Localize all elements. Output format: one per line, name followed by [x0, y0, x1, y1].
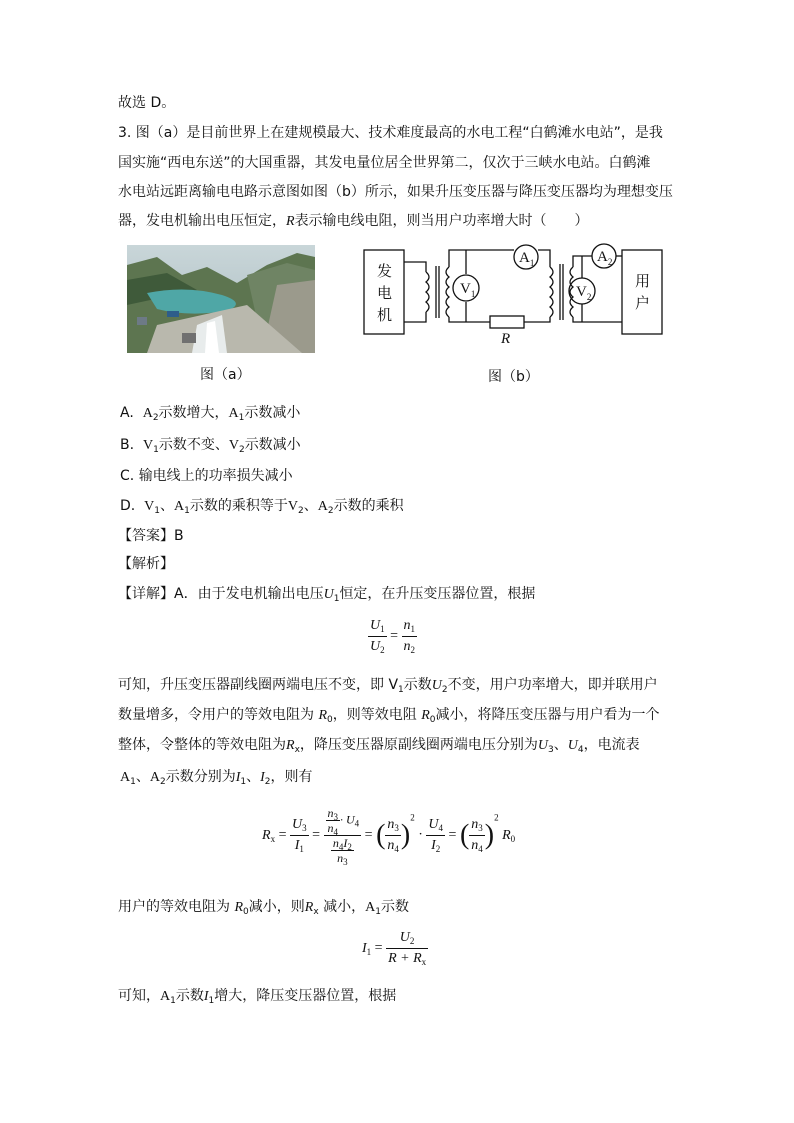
option-a: A. $A_2$示数增大，$A_1$示数减小 — [120, 405, 301, 423]
option-b: B. $V_1$示数不变、$V_2$示数减小 — [120, 437, 301, 455]
para4-line: 可知，$A_1$示数$I_1$增大，降压变压器位置，根据 — [118, 988, 397, 1006]
circuit-diagram — [360, 242, 670, 350]
user-char-2: 户 — [635, 294, 651, 312]
para3-line: 用户的等效电阻为 $R_0$减小，则$R_x$ 减小，$A_1$示数 — [118, 899, 409, 917]
user-box — [622, 250, 662, 334]
resistor-label: R — [501, 331, 511, 347]
equation-3: $I_1$ = $\frac{U_2}{R + R_x}$ — [362, 930, 427, 967]
option-c: C. 输电线上的功率损失减小 — [120, 468, 293, 484]
v1-label: $V_1$ — [460, 281, 476, 299]
generator-char-2: 电 — [377, 284, 393, 302]
dam-photo — [127, 245, 315, 353]
equation-1: $\frac{U_1}{U_2}$ = $\frac{n_1}{n_2}$ — [370, 618, 416, 655]
text-line-1: 故选 D。 — [118, 95, 176, 111]
figure-a-caption: 图（a） — [200, 367, 251, 383]
question-3-line-2: 国实施“西电东送”的大国重器，其发电量位居全世界第二，仅次于三峡水电站。白鹤滩 — [118, 155, 651, 171]
question-3-line-1: 3. 图（a）是目前世界上在建规模最大、技术难度最高的水电工程“白鹤滩水电站”，是我 — [118, 125, 663, 141]
option-d: D. $V_1$、$A_1$示数的乘积等于$V_2$、$A_2$示数的乘积 — [120, 498, 404, 516]
question-3-line-4: 器，发电机输出电压恒定，R表示输电线电阻，则当用户功率增大时（ ） — [118, 213, 589, 229]
figure-b-caption: 图（b） — [488, 369, 539, 385]
a2-label: $A_2$ — [597, 249, 613, 267]
detail-line-1: 【详解】A．由于发电机输出电压$U_1$恒定，在升压变压器位置，根据 — [118, 586, 536, 604]
equation-2: $R_x$ = $\frac{U_3}{I_1}$ = $\frac{n_3}{n_4}$ · $U_4$ $\frac{n_4I_2}{n_3}$ = ( $\frac{n_3}{n_4}$ )$^2$ · $\frac{U_4}{I_2}$ = ( $\frac{n_3}{n_4}$ )$^2$ $R_0$ — [262, 806, 516, 867]
para2-line-1: 可知，升压变压器副线圈两端电压不变，即 $V_1$示数$U_2$不变，用户功率增大，即并联用户 — [118, 677, 658, 695]
para2-line-4: $A_1$、$A_2$示数分别为$I_1$、$I_2$，则有 — [120, 769, 313, 787]
generator-char-1: 发 — [377, 262, 393, 280]
v2-label: $V_2$ — [576, 284, 592, 302]
a1-label: $A_1$ — [519, 250, 535, 268]
para2-line-2: 数量增多，令用户的等效电阻为 $R_0$，则等效电阻 $R_0$减小，将降压变压器与用户看为一个 — [118, 707, 660, 725]
user-char-1: 用 — [635, 272, 651, 290]
para2-line-3: 整体，令整体的等效电阻为$R_x$，降压变压器原副线圈两端电压分别为$U_3$、$U_4$，电流表 — [118, 737, 640, 755]
generator-char-3: 机 — [377, 306, 393, 324]
question-3-line-3: 水电站远距离输电电路示意图如图（b）所示，如果升压变压器与降压变压器均为理想变压 — [118, 184, 673, 200]
analysis-heading: 【解析】 — [118, 556, 174, 572]
answer: 【答案】B — [118, 528, 184, 544]
